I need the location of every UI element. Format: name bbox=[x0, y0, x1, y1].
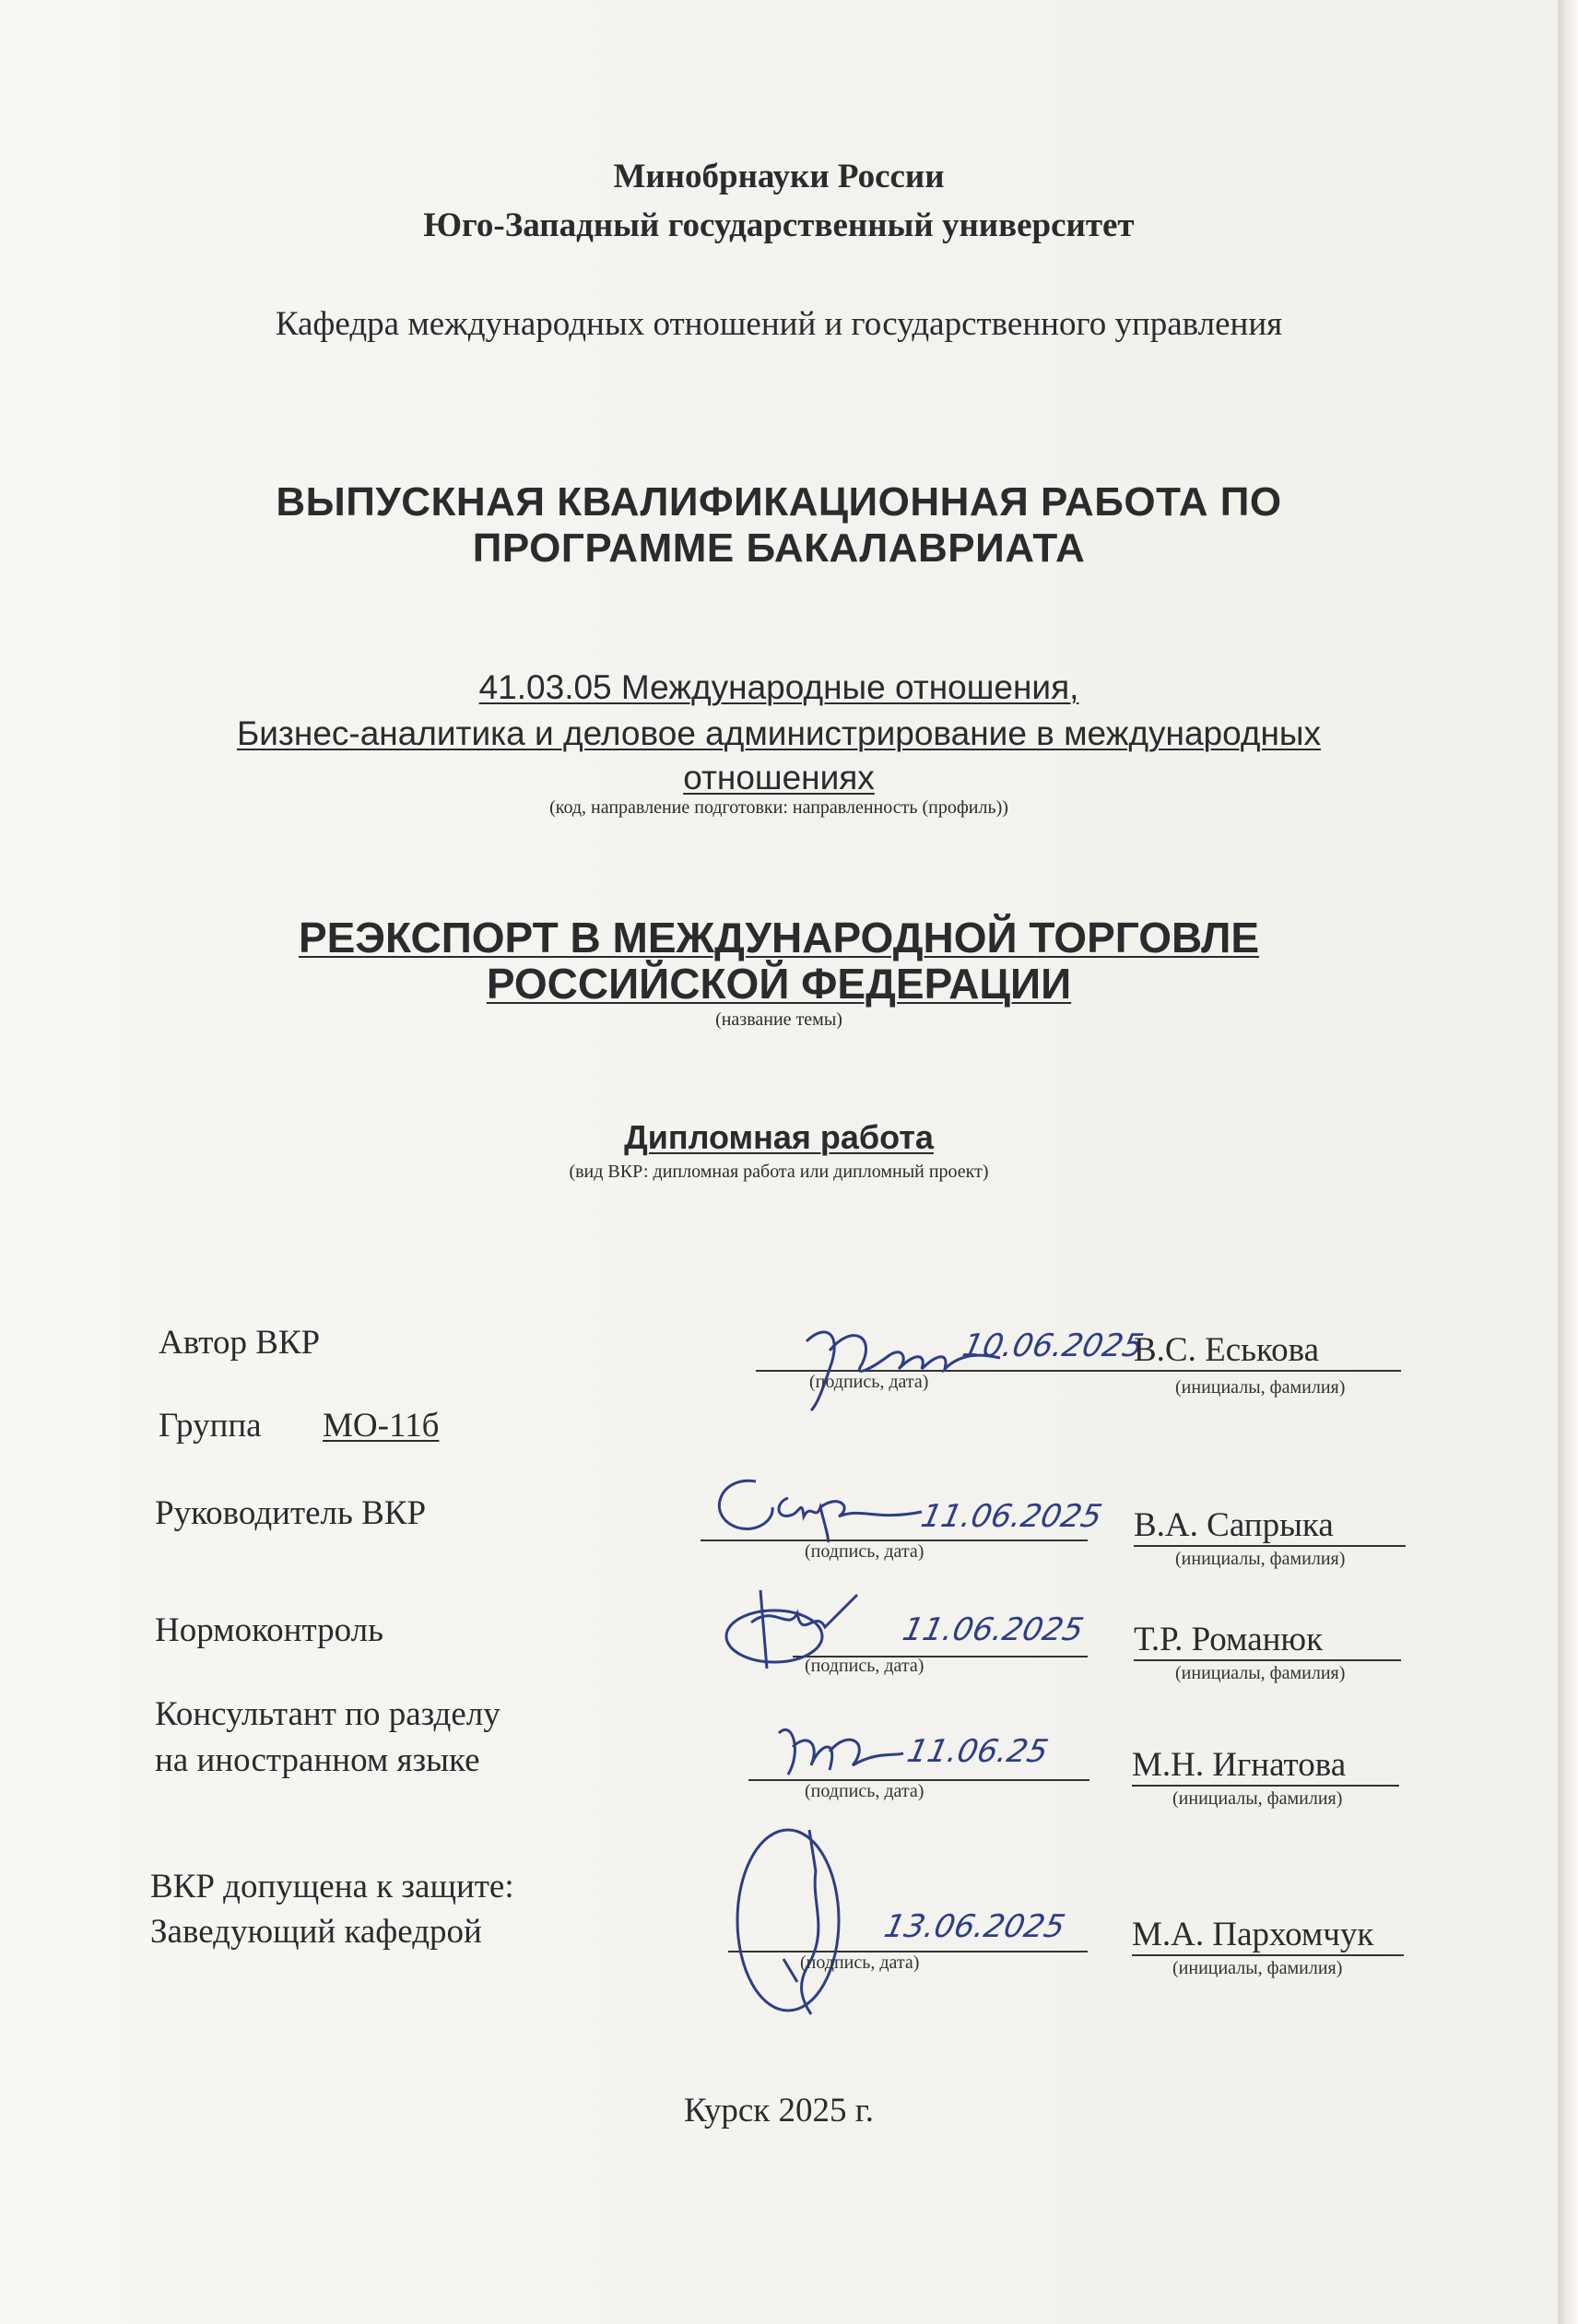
head-date: 13.06.2025 bbox=[880, 1908, 1068, 1945]
university-name: Юго-Западный государственный университет bbox=[423, 206, 1135, 244]
normcontrol-name: Т.Р. Романюк bbox=[1134, 1621, 1324, 1658]
specialty-line-1: 41.03.05 Международные отношения, bbox=[478, 668, 1079, 706]
consultant-signature bbox=[765, 1715, 913, 1788]
department-name: Кафедра международных отношений и государственного управления bbox=[275, 305, 1283, 343]
author-name-caption: (инициалы, фамилия) bbox=[1175, 1377, 1346, 1398]
supervisor-name-line bbox=[1134, 1545, 1406, 1547]
topic-caption: (название темы) bbox=[715, 1009, 842, 1030]
head-name-line bbox=[1132, 1954, 1404, 1956]
head-label-line-1: ВКР допущена к защите: bbox=[150, 1868, 514, 1905]
city-year: Курск 2025 г. bbox=[683, 2092, 875, 2129]
author-signature-caption: (подпись, дата) bbox=[809, 1372, 929, 1392]
head-label-line-2: Заведующий кафедрой bbox=[150, 1913, 482, 1951]
supervisor-name-caption: (инициалы, фамилия) bbox=[1175, 1549, 1346, 1569]
consultant-name: М.Н. Игнатова bbox=[1132, 1746, 1347, 1784]
supervisor-name: В.А. Сапрыка bbox=[1134, 1506, 1334, 1544]
work-type: Дипломная работа bbox=[624, 1118, 934, 1156]
consultant-label-line-2: на иностранном языке bbox=[155, 1741, 480, 1779]
specialty-caption: (код, направление подготовки: направленность (профиль)) bbox=[549, 797, 1008, 818]
head-signature-caption: (подпись, дата) bbox=[800, 1952, 920, 1973]
work-title-line-1: ВЫПУСКНАЯ КВАЛИФИКАЦИОННАЯ РАБОТА ПО bbox=[276, 479, 1282, 525]
group-label: Группа bbox=[159, 1407, 262, 1445]
supervisor-signature bbox=[701, 1470, 940, 1544]
author-name: В.С. Еськова bbox=[1134, 1331, 1320, 1369]
consultant-signature-caption: (подпись, дата) bbox=[805, 1781, 924, 1801]
consultant-label-line-1: Консультант по разделу bbox=[155, 1695, 500, 1733]
normcontrol-name-caption: (инициалы, фамилия) bbox=[1175, 1663, 1346, 1683]
supervisor-label: Руководитель ВКР bbox=[155, 1494, 427, 1532]
normcontrol-name-line bbox=[1134, 1659, 1401, 1661]
head-name: М.А. Пархомчук bbox=[1132, 1916, 1374, 1953]
specialty-line-2: Бизнес-аналитика и деловое администрирование в международных bbox=[236, 714, 1322, 752]
normcontrol-date: 11.06.2025 bbox=[899, 1611, 1087, 1648]
head-name-caption: (инициалы, фамилия) bbox=[1172, 1958, 1343, 1978]
specialty-line-3: отношениях bbox=[683, 759, 875, 796]
page-edge bbox=[1558, 0, 1578, 2324]
topic-line-1: РЕЭКСПОРТ В МЕЖДУНАРОДНОЙ ТОРГОВЛЕ bbox=[298, 914, 1260, 961]
group-value: МО-11б bbox=[323, 1407, 440, 1445]
consultant-date: 11.06.25 bbox=[903, 1733, 1052, 1770]
author-label: Автор ВКР bbox=[159, 1324, 321, 1362]
ministry-name: Минобрнауки России bbox=[613, 158, 945, 195]
head-signature bbox=[728, 1821, 857, 2019]
normcontrol-signature-caption: (подпись, дата) bbox=[805, 1656, 924, 1676]
work-type-caption: (вид ВКР: дипломная работа или дипломный проект) bbox=[569, 1162, 989, 1182]
author-name-line bbox=[1134, 1370, 1401, 1372]
supervisor-signature-caption: (подпись, дата) bbox=[805, 1541, 924, 1562]
consultant-name-caption: (инициалы, фамилия) bbox=[1172, 1788, 1343, 1809]
supervisor-date: 11.06.2025 bbox=[917, 1498, 1105, 1535]
normcontrol-label: Нормоконтроль bbox=[155, 1611, 383, 1649]
author-date: 10.06.2025 bbox=[959, 1327, 1147, 1364]
work-title-line-2: ПРОГРАММЕ БАКАЛАВРИАТА bbox=[472, 525, 1086, 571]
consultant-name-line bbox=[1132, 1785, 1399, 1787]
topic-line-2: РОССИЙСКОЙ ФЕДЕРАЦИИ bbox=[486, 960, 1072, 1008]
